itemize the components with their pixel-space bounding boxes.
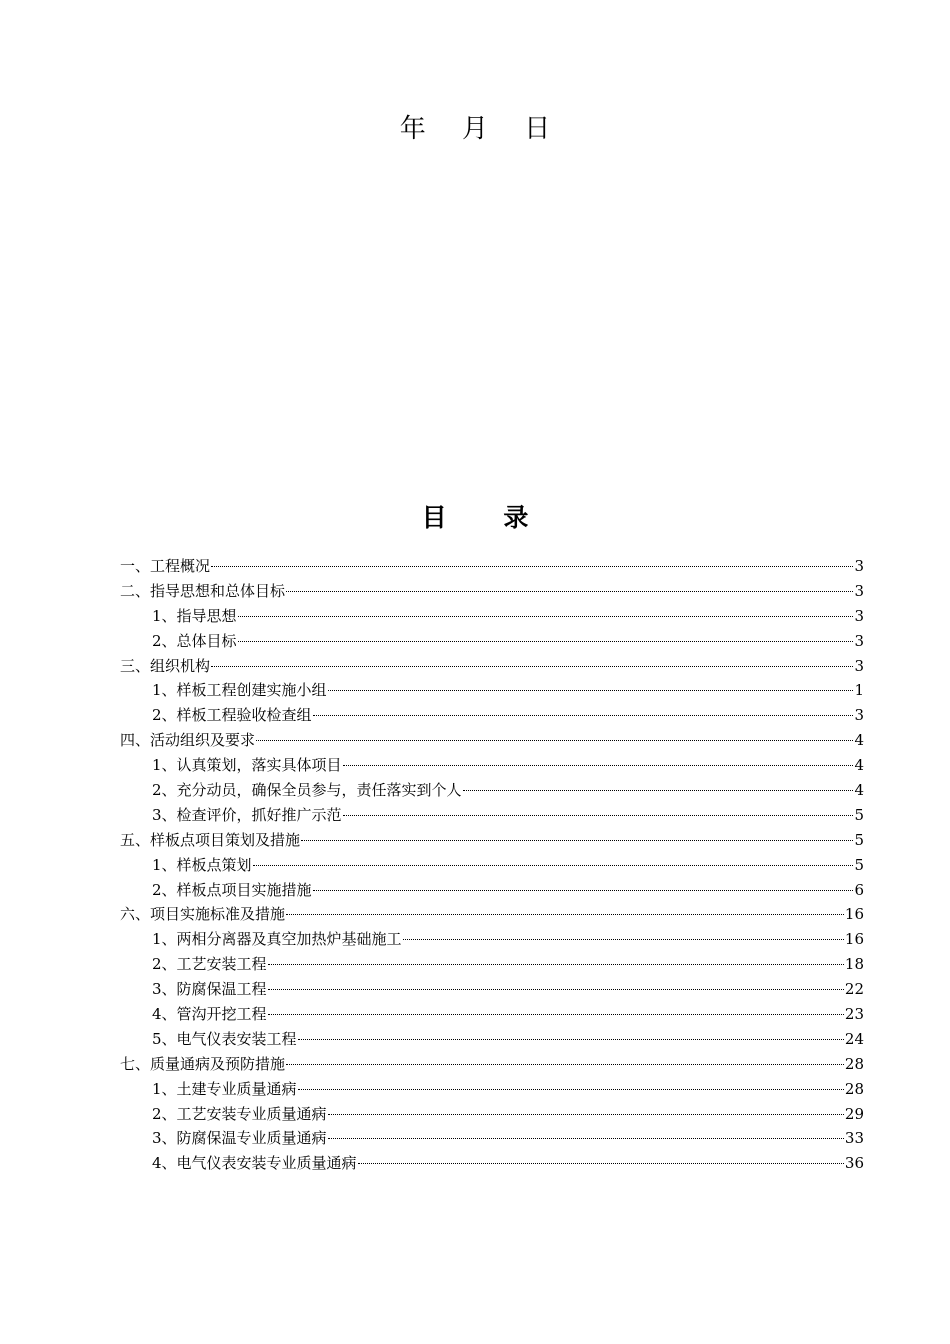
toc-entry[interactable] bbox=[120, 878, 864, 903]
toc-entry-page: 28 bbox=[844, 1079, 864, 1098]
toc-leader-dots bbox=[358, 1163, 844, 1164]
toc-entry-label: 2、样板点项目实施措施 bbox=[152, 880, 312, 899]
toc-entry-page: 36 bbox=[844, 1154, 864, 1173]
table-of-contents bbox=[120, 554, 864, 1176]
toc-entry-label: 1、两相分离器及真空加热炉基础施工 bbox=[152, 930, 402, 949]
toc-entry[interactable] bbox=[120, 703, 864, 728]
toc-entry-label: 四、活动组织及要求 bbox=[120, 731, 256, 750]
toc-entry-label: 五、样板点项目策划及措施 bbox=[120, 830, 301, 849]
toc-entry[interactable] bbox=[120, 604, 864, 629]
toc-entry-label: 七、质量通病及预防措施 bbox=[120, 1054, 286, 1073]
toc-leader-dots bbox=[328, 1114, 844, 1115]
toc-title-part: 录 bbox=[503, 503, 529, 532]
toc-entry-label: 2、总体目标 bbox=[152, 631, 237, 650]
toc-entry[interactable] bbox=[120, 803, 864, 828]
toc-leader-dots bbox=[286, 1064, 844, 1065]
date-day: 日 bbox=[524, 114, 551, 144]
toc-leader-dots bbox=[268, 964, 844, 965]
toc-leader-dots bbox=[313, 715, 854, 716]
toc-entry[interactable] bbox=[120, 1077, 864, 1102]
toc-entry-page: 4 bbox=[854, 756, 864, 775]
toc-entry-label: 3、检查评价，抓好推广示范 bbox=[152, 805, 342, 824]
toc-entry-page: 5 bbox=[854, 830, 864, 849]
toc-leader-dots bbox=[328, 690, 854, 691]
toc-entry[interactable] bbox=[120, 753, 864, 778]
toc-entry-page: 22 bbox=[844, 980, 864, 999]
toc-entry[interactable] bbox=[120, 952, 864, 977]
toc-entry-label: 2、充分动员，确保全员参与，责任落实到个人 bbox=[152, 781, 462, 800]
toc-entry[interactable] bbox=[120, 1126, 864, 1151]
toc-entry-label: 3、防腐保温专业质量通病 bbox=[152, 1129, 327, 1148]
toc-entry-page: 5 bbox=[854, 855, 864, 874]
toc-leader-dots bbox=[256, 740, 853, 741]
toc-entry-label: 1、指导思想 bbox=[152, 606, 237, 625]
toc-leader-dots bbox=[298, 1039, 844, 1040]
toc-entry-page: 3 bbox=[854, 631, 864, 650]
toc-entry-label: 4、电气仪表安装专业质量通病 bbox=[152, 1154, 357, 1173]
toc-entry-page: 16 bbox=[844, 930, 864, 949]
toc-title-part: 目 bbox=[421, 503, 447, 532]
toc-entry[interactable] bbox=[120, 1052, 864, 1077]
toc-leader-dots bbox=[211, 666, 853, 667]
toc-title bbox=[0, 498, 950, 534]
toc-leader-dots bbox=[403, 939, 844, 940]
toc-entry[interactable] bbox=[120, 1027, 864, 1052]
toc-entry-label: 1、土建专业质量通病 bbox=[152, 1079, 297, 1098]
toc-entry-page: 23 bbox=[844, 1005, 864, 1024]
toc-entry-page: 3 bbox=[854, 557, 864, 575]
toc-entry[interactable] bbox=[120, 828, 864, 853]
toc-entry[interactable] bbox=[120, 927, 864, 952]
date-line bbox=[0, 108, 950, 145]
toc-entry-label: 1、样板工程创建实施小组 bbox=[152, 681, 327, 700]
toc-entry-label: 2、工艺安装专业质量通病 bbox=[152, 1104, 327, 1123]
toc-entry[interactable] bbox=[120, 728, 864, 753]
toc-entry-page: 24 bbox=[844, 1029, 864, 1048]
toc-entry[interactable] bbox=[120, 853, 864, 878]
toc-entry[interactable] bbox=[120, 902, 864, 927]
toc-entry-label: 3、防腐保温工程 bbox=[152, 980, 267, 999]
toc-leader-dots bbox=[253, 865, 854, 866]
toc-entry-label: 一、工程概况 bbox=[120, 557, 211, 575]
toc-entry[interactable] bbox=[120, 554, 864, 579]
toc-entry[interactable] bbox=[120, 977, 864, 1002]
toc-leader-dots bbox=[211, 566, 853, 567]
toc-entry-label: 2、样板工程验收检查组 bbox=[152, 706, 312, 725]
toc-leader-dots bbox=[238, 616, 854, 617]
toc-entry-label: 二、指导思想和总体目标 bbox=[120, 581, 286, 600]
toc-entry[interactable] bbox=[120, 654, 864, 679]
toc-leader-dots bbox=[286, 914, 844, 915]
toc-entry-page: 3 bbox=[854, 581, 864, 600]
toc-leader-dots bbox=[343, 765, 854, 766]
toc-entry[interactable] bbox=[120, 678, 864, 703]
toc-entry-page: 33 bbox=[844, 1129, 864, 1148]
toc-entry-page: 4 bbox=[854, 731, 864, 750]
toc-leader-dots bbox=[301, 840, 853, 841]
toc-entry[interactable] bbox=[120, 1151, 864, 1176]
toc-entry-page: 18 bbox=[844, 955, 864, 974]
date-month: 月 bbox=[461, 114, 488, 144]
toc-entry[interactable] bbox=[120, 778, 864, 803]
date-year: 年 bbox=[399, 114, 426, 144]
toc-leader-dots bbox=[463, 790, 854, 791]
toc-entry-page: 1 bbox=[854, 681, 864, 700]
toc-entry-label: 三、组织机构 bbox=[120, 656, 211, 675]
toc-entry-page: 3 bbox=[854, 706, 864, 725]
toc-entry-page: 28 bbox=[844, 1054, 864, 1073]
toc-entry-page: 5 bbox=[854, 805, 864, 824]
toc-entry[interactable] bbox=[120, 579, 864, 604]
toc-leader-dots bbox=[343, 815, 854, 816]
toc-entry-page: 4 bbox=[854, 781, 864, 800]
toc-leader-dots bbox=[286, 591, 853, 592]
toc-leader-dots bbox=[298, 1089, 844, 1090]
toc-entry-label: 4、管沟开挖工程 bbox=[152, 1005, 267, 1024]
toc-entry[interactable] bbox=[120, 629, 864, 654]
toc-entry-label: 2、工艺安装工程 bbox=[152, 955, 267, 974]
toc-leader-dots bbox=[268, 989, 844, 990]
toc-leader-dots bbox=[313, 890, 854, 891]
toc-entry[interactable] bbox=[120, 1002, 864, 1027]
toc-entry[interactable] bbox=[120, 1102, 864, 1127]
toc-entry-page: 6 bbox=[854, 880, 864, 899]
toc-entry-label: 1、认真策划，落实具体项目 bbox=[152, 756, 342, 775]
toc-entry-page: 29 bbox=[844, 1104, 864, 1123]
toc-entry-label: 六、项目实施标准及措施 bbox=[120, 905, 286, 924]
toc-entry-page: 16 bbox=[844, 905, 864, 924]
toc-entry-page: 3 bbox=[854, 606, 864, 625]
toc-leader-dots bbox=[328, 1138, 844, 1139]
toc-entry-label: 5、电气仪表安装工程 bbox=[152, 1029, 297, 1048]
toc-entry-page: 3 bbox=[854, 656, 864, 675]
toc-entry-label: 1、样板点策划 bbox=[152, 855, 252, 874]
toc-leader-dots bbox=[268, 1014, 844, 1015]
toc-leader-dots bbox=[238, 641, 854, 642]
